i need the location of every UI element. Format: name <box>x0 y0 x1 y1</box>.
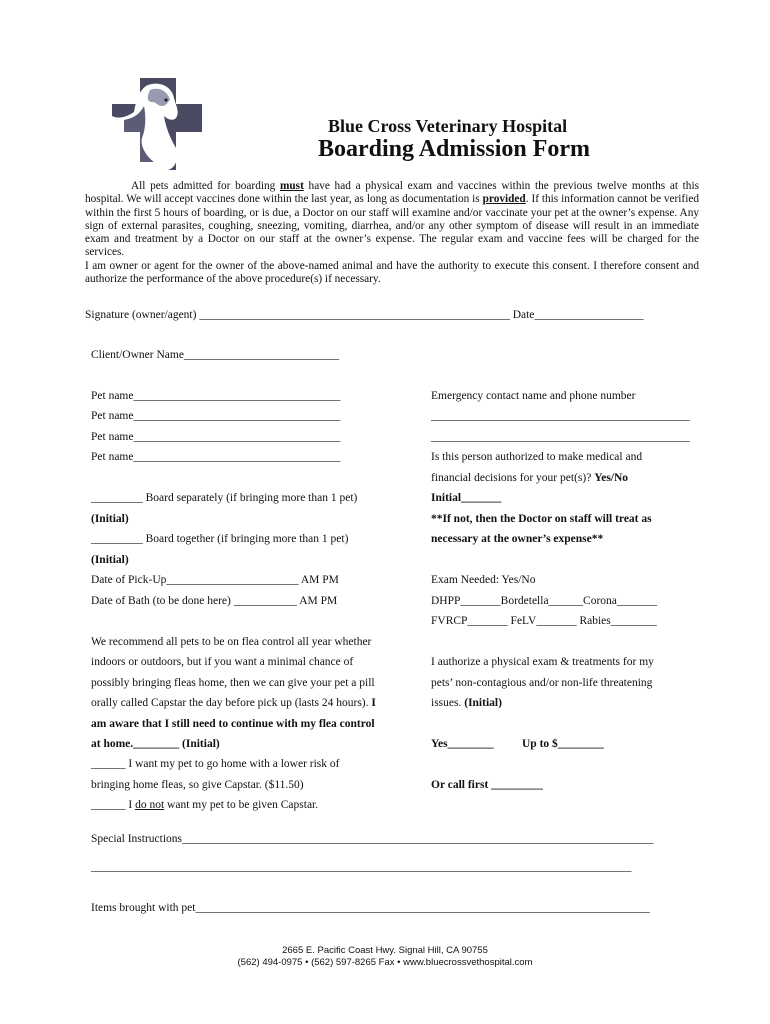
emergency-contact-label: Emergency contact name and phone number <box>431 390 636 402</box>
intro-text: All pets admitted for boarding must have had a physical exam and vaccines within the previous twelve months at this hospital. We will accept vaccines done within the last year, as long as documentation is provided. If this information cannot be verified within the first 5 hours of boarding, or is due, a Doctor on our staff will examine and/or vaccinate your pet at the owner’s expense. Any sign of external parasites, coughing, sneezing, vomiting, diarrhea, and/or any other symptom of disease will result in an immediate exam and treatment by a Doctor on our staff at the owner’s expense. The regular exam and vaccine fees will be charged for the services. I am owner or agent for the owner of the above-named animal and have the authority to execute this consent. I therefore consent and authorize the performance of the above procedure(s) if necessary. <box>85 180 699 286</box>
authorize-text: pets’ non-contagious and/or non-life threatening <box>431 677 653 689</box>
up-to-amount-field[interactable]: Up to $________ <box>522 738 604 750</box>
pet-name-field-2[interactable]: Pet name____________________________________ <box>91 410 341 422</box>
board-together-field[interactable]: _________ Board together (if bringing more than 1 pet) <box>91 533 349 545</box>
vaccines-field-2[interactable]: FVRCP_______ FeLV_______ Rabies________ <box>431 615 657 627</box>
special-instructions-line-2[interactable]: ______________________________________________________________________________________________ <box>91 861 632 873</box>
exam-needed-field[interactable]: Exam Needed: Yes/No <box>431 574 536 586</box>
authorized-question-line2: financial decisions for your pet(s)? Yes/No <box>431 472 629 484</box>
pet-name-field-3[interactable]: Pet name____________________________________ <box>91 431 341 443</box>
if-not-note-line2: necessary at the owner’s expense** <box>431 533 604 545</box>
vaccines-field-1[interactable]: DHPP_______Bordetella______Corona_______ <box>431 595 658 607</box>
emergency-contact-field-2[interactable]: _____________________________________________ <box>431 431 690 443</box>
flea-text-line: We recommend all pets to be on flea control all year whether <box>91 636 372 648</box>
authorized-initial-field[interactable]: Initial_______ <box>431 492 502 504</box>
pickup-date-field[interactable]: Date of Pick-Up_______________________ AM PM <box>91 574 339 586</box>
client-owner-field[interactable]: Client/Owner Name___________________________ <box>91 349 340 361</box>
pet-name-field-4[interactable]: Pet name____________________________________ <box>91 451 341 463</box>
emergency-contact-field-1[interactable]: _____________________________________________ <box>431 410 690 422</box>
items-brought-field[interactable]: Items brought with pet_______________________________________________________________________________ <box>91 902 650 914</box>
initial-label: (Initial) <box>91 513 129 525</box>
pet-name-field-1[interactable]: Pet name____________________________________ <box>91 390 341 402</box>
provided-emphasis: provided <box>482 193 526 206</box>
consent-paragraph: I am owner or agent for the owner of the above-named animal and have the authority to execute this consent. I therefore consent and authorize the performance of the above procedure(s) if necessary. <box>85 259 699 286</box>
if-not-note: **If not, then the Doctor on staff will treat as <box>431 513 652 525</box>
initial-label: (Initial) <box>91 554 129 566</box>
must-emphasis: must <box>279 180 304 192</box>
call-first-field[interactable]: Or call first _________ <box>431 779 543 791</box>
form-title: Boarding Admission Form <box>318 136 591 162</box>
yes-field[interactable]: Yes________ <box>431 738 494 750</box>
flea-text-line: orally called Capstar the day before pick up (lasts 24 hours). I <box>91 697 376 709</box>
bath-date-field[interactable]: Date of Bath (to be done here) ___________ AM PM <box>91 595 338 607</box>
yes-no-choice: Yes/No <box>594 472 629 484</box>
authorize-initial[interactable]: issues. (Initial) <box>431 697 502 709</box>
capstar-yes-text: bringing home fleas, so give Capstar. ($11.50) <box>91 779 304 791</box>
hospital-logo <box>110 76 230 172</box>
flea-acknowledge-line: am aware that I still need to continue with my flea control <box>91 718 375 730</box>
signature-field[interactable]: Signature (owner/agent) ______________________________________________________ Date___________________ <box>85 309 644 321</box>
authorized-question: Is this person authorized to make medical and <box>431 451 643 463</box>
footer-contact: (562) 494-0975 • (562) 597-8265 Fax • www.bluecrossvethospital.com <box>237 957 533 968</box>
authorize-text: I authorize a physical exam & treatments for my <box>431 656 654 668</box>
flea-initial-field[interactable]: at home.________ (Initial) <box>91 738 220 750</box>
hospital-name: Blue Cross Veterinary Hospital <box>328 116 568 136</box>
capstar-no-field[interactable]: ______ I do not want my pet to be given Capstar. <box>91 799 319 811</box>
footer-address: 2665 E. Pacific Coast Hwy. Signal Hill, CA 90755 <box>282 945 488 956</box>
flea-text-line: possibly bringing fleas home, then we can give your pet a pill <box>91 677 375 689</box>
board-separately-field[interactable]: _________ Board separately (if bringing more than 1 pet) <box>91 492 358 504</box>
capstar-yes-field[interactable]: ______ I want my pet to go home with a lower risk of <box>91 758 340 770</box>
flea-text-line: indoors or outdoors, but if you want a minimal chance of <box>91 656 354 668</box>
special-instructions-field[interactable]: Special Instructions__________________________________________________________________________________ <box>91 833 654 845</box>
